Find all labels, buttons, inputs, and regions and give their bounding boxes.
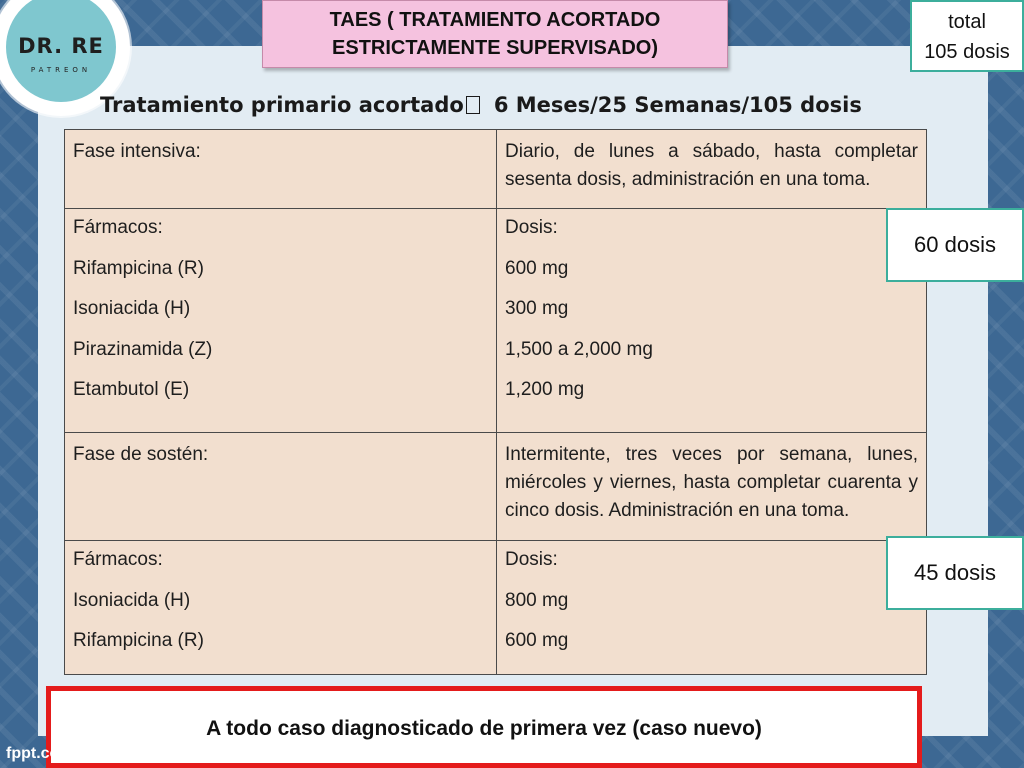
total-value: 105 dosis [924, 41, 1010, 63]
intensive-phase-description: Diario, de lunes a sábado, hasta completar sesenta dosis, administración en una toma. [497, 130, 927, 209]
regimen-table [64, 129, 927, 675]
drug-name: Isoniacida (H) [73, 298, 191, 319]
drugs-header: Fármacos: [73, 217, 163, 238]
drug-dose: 1,500 a 2,000 mg [505, 338, 653, 360]
footer-watermark: fppt.com [6, 745, 74, 762]
new-case-callout: A todo caso diagnosticado de primera vez (caso nuevo) [46, 686, 922, 768]
doses-header: Dosis: [505, 549, 558, 570]
title-line-1: TAES ( TRATAMIENTO ACORTADO [329, 9, 661, 31]
drug-name: Rifampicina (R) [73, 257, 204, 279]
drug-name: Isoniacida (H) [73, 589, 191, 611]
title-box [262, 0, 728, 68]
drug-dose: 300 mg [505, 298, 569, 319]
table-row [65, 209, 927, 433]
total-doses-box [910, 0, 1024, 72]
subtitle-part-2: 6 Meses/25 Semanas/105 dosis [493, 93, 862, 117]
maintenance-drugs-cell [65, 541, 497, 675]
intensive-doses-cell [497, 209, 927, 433]
logo-subtext: PATREON [30, 66, 92, 74]
subtitle-part-1: Tratamiento primario acortado [100, 93, 464, 117]
doses-header: Dosis: [505, 217, 558, 238]
table-row [65, 541, 927, 675]
maintenance-phase-label: Fase de sostén: [65, 433, 497, 541]
logo-text: DR. RE [18, 34, 104, 58]
drug-dose: 800 mg [505, 589, 569, 611]
drug-dose: 1,200 mg [505, 379, 585, 400]
subtitle [100, 93, 990, 117]
total-label: total [948, 11, 986, 33]
intensive-phase-label: Fase intensiva: [65, 130, 497, 209]
maintenance-doses-cell [497, 541, 927, 675]
drug-dose: 600 mg [505, 257, 569, 279]
table-row [65, 433, 927, 541]
intensive-drugs-cell [65, 209, 497, 433]
logo-badge [6, 0, 116, 102]
drugs-header: Fármacos: [73, 549, 163, 570]
drug-dose: 600 mg [505, 630, 569, 651]
drug-name: Pirazinamida (Z) [73, 338, 213, 360]
drug-name: Etambutol (E) [73, 379, 190, 400]
missing-glyph-icon [466, 96, 480, 114]
maintenance-doses-badge: 45 dosis [886, 536, 1024, 610]
title-line-2: ESTRICTAMENTE SUPERVISADO) [332, 37, 658, 59]
drug-name: Rifampicina (R) [73, 630, 204, 651]
intensive-doses-badge: 60 dosis [886, 208, 1024, 282]
table-row [65, 130, 927, 209]
maintenance-phase-description: Intermitente, tres veces por semana, lunes, miércoles y viernes, hasta completar cuarenta y cinco dosis. Administración en una toma. [497, 433, 927, 541]
